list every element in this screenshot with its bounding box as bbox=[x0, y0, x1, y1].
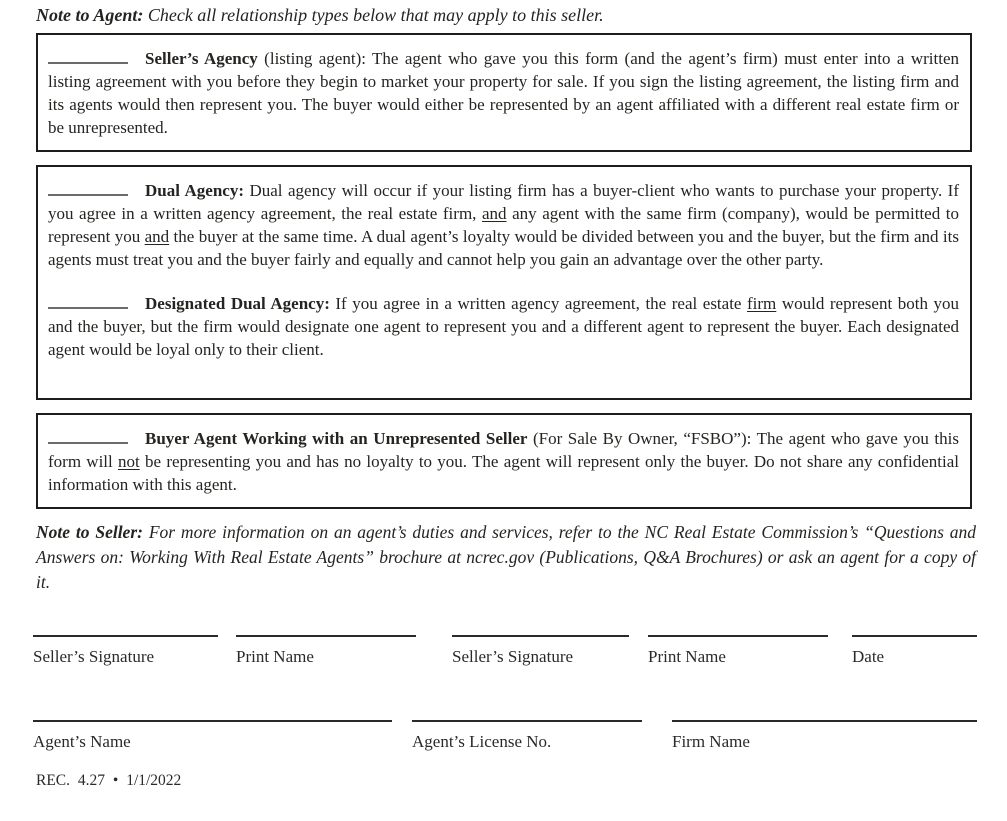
agents-license-no-label: Agent’s License No. bbox=[412, 732, 552, 751]
paragraph-heading: Designated Dual Agency: bbox=[145, 294, 330, 313]
print-name-1-field bbox=[236, 635, 416, 667]
underlined-text: firm bbox=[747, 294, 777, 313]
date-field bbox=[852, 635, 977, 667]
paragraph-heading: Buyer Agent Working with an Unrepresented Seller bbox=[145, 429, 528, 448]
paragraph-text: the buyer at the same time. A dual agent’s loyalty would be divided between you and the buyer, but the firm and its agents must treat you and the buyer fairly and equally and cannot help you gain an advantage over the other party. bbox=[48, 227, 959, 269]
note-to-seller-text: For more information on an agent’s duties and services, refer to the NC Real Estate Commission’s “Questions and Answers on: Working With Real Estate Agents” brochure at ncrec.gov (Publications, Q&A Brochures) or ask an agent for a copy of it. bbox=[36, 522, 977, 592]
buyer-agent-fsbo-box bbox=[36, 413, 972, 509]
underlined-text: not bbox=[118, 452, 140, 471]
paragraph-text: Dual agency will occur if your listing firm has a buyer-client who wants to purchase your property. If you agree in a written agency agreement, the real estate firm, bbox=[48, 181, 960, 223]
agents-name-field bbox=[33, 720, 392, 752]
paragraph-text: would represent both you and the buyer, but the firm would designate one agent to represent you and a different agent to represent the buyer. Each designated agent would be loyal only to their client. bbox=[48, 294, 959, 359]
note-to-agent-text: Check all relationship types below that may apply to this seller. bbox=[147, 5, 604, 25]
paragraph-text: be representing you and has no loyalty to you. The agent will represent only the buyer. Do not share any confidential information with this agent. bbox=[48, 452, 959, 494]
relationship-checkbox-blank[interactable] bbox=[48, 440, 128, 444]
agents-name-label: Agent’s Name bbox=[33, 732, 131, 751]
note-to-seller bbox=[36, 520, 976, 595]
underlined-text: and bbox=[144, 227, 170, 246]
paragraph-heading: Dual Agency: bbox=[145, 181, 244, 200]
sellers-agency-paragraph bbox=[48, 47, 959, 139]
note-to-seller-label: Note to Seller: bbox=[36, 522, 143, 542]
buyer-agent-fsbo-paragraph bbox=[48, 427, 959, 496]
agents-license-no-field bbox=[412, 720, 642, 752]
firm-name-field bbox=[672, 720, 977, 752]
relationship-checkbox-blank[interactable] bbox=[48, 60, 128, 64]
dual-agency-paragraph bbox=[48, 179, 959, 271]
paragraph-text: (listing agent): The agent who gave you this form (and the agent’s firm) must enter into a written listing agreement with you before they begin to market your property for sale. If you sign the listing agreement, the listing firm and its agents would then represent you. The buyer would either be represented by an agent affiliated with a different real estate firm or be unrepresented. bbox=[48, 49, 959, 137]
print-name-2-field bbox=[648, 635, 828, 667]
sellers-signature-1-label: Seller’s Signature bbox=[33, 647, 155, 666]
sellers-signature-1-field bbox=[33, 635, 218, 667]
note-to-agent bbox=[36, 4, 976, 27]
sellers-signature-2-label: Seller’s Signature bbox=[452, 647, 574, 666]
relationship-checkbox-blank[interactable] bbox=[48, 192, 128, 196]
paragraph-text: (For Sale By Owner, “FSBO”): The agent who gave you this form will bbox=[48, 429, 959, 471]
underlined-text: and bbox=[481, 204, 507, 223]
print-name-1-label: Print Name bbox=[236, 647, 314, 666]
dual-agency-box bbox=[36, 165, 972, 400]
sellers-agency-box bbox=[36, 33, 972, 152]
firm-name-label: Firm Name bbox=[672, 732, 750, 751]
form-revision-footer: REC. 4.27 • 1/1/2022 bbox=[36, 772, 182, 789]
print-name-2-label: Print Name bbox=[648, 647, 726, 666]
designated-dual-agency-paragraph bbox=[48, 292, 959, 361]
date-label: Date bbox=[852, 647, 885, 666]
relationship-checkbox-blank[interactable] bbox=[48, 305, 128, 309]
paragraph-text: If you agree in a written agency agreement, the real estate bbox=[329, 294, 748, 313]
sellers-signature-2-field bbox=[452, 635, 629, 667]
paragraph-heading: Seller’s Agency bbox=[145, 49, 258, 68]
paragraph-text: any agent with the same firm (company), would be permitted to represent you bbox=[48, 204, 959, 246]
note-to-agent-label: Note to Agent: bbox=[36, 5, 144, 25]
